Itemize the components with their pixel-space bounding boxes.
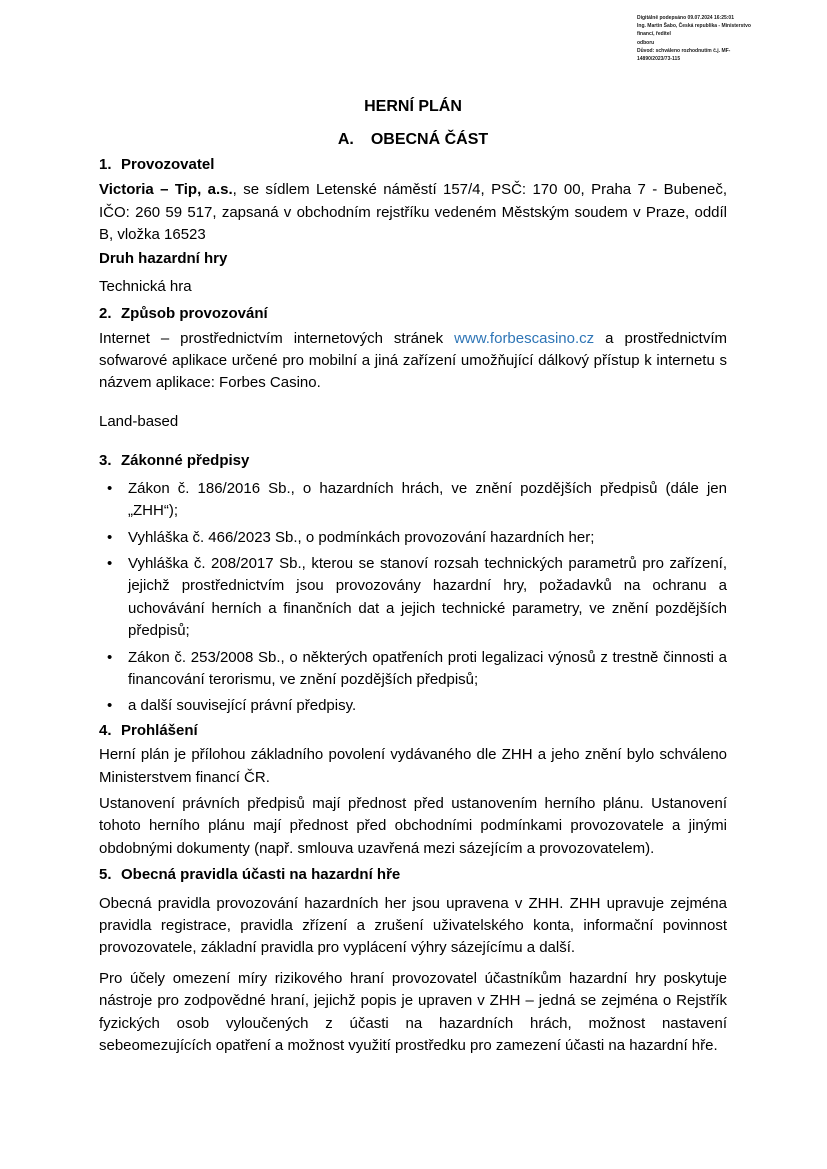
- document-body: [99, 0, 727, 1057]
- signature-line-date: Digitálně podepsáno 09.07.2024 16:25:01: [637, 15, 734, 21]
- paragraph-general-rules-1: Obecná pravidla provozování hazardních her jsou upravena v ZHH. ZHH upravuje zejména pravidla registrace, pravidla zřízení a zrušení uživatelského konta, informační povinnost provozovatele, základní pravidla pro vyplácení výhry sázejícímu a další.: [99, 894, 727, 957]
- paragraph-declaration-1: Herní plán je přílohou základního povolení vydávaného dle ZHH a jeho znění bylo schváleno Ministerstvem financí ČR.: [99, 746, 727, 786]
- section-number: 5.: [99, 866, 112, 884]
- company-details: , se sídlem Letenské náměstí 157/4, PSČ: 170 00, Praha 7 - Bubeneč, IČO: 260 59 517, zapsaná v obchodním rejstříku vedeném Městským soudem v Praze, oddíl B, vložka 16523: [99, 181, 727, 244]
- list-item: • Zákon č. 186/2016 Sb., o hazardních hrách, ve znění pozdějších předpisů (dále jen „ZHH“);: [128, 478, 727, 523]
- paragraph-declaration-2: Ustanovení právních předpisů mají přednost před ustanovením herního plánu. Ustanovení tohoto herního plánu mají přednost před obchodními podmínkami provozovatele a jinými obdobnými dokumenty (např. smlouva uzavřená mezi sázejícím a provozovatelem).: [99, 794, 727, 857]
- part-letter: A.: [337, 131, 354, 149]
- paragraph-landbased: Land-based: [99, 412, 179, 430]
- paragraph-text-before-link: Internet – prostřednictvím internetových stránek: [99, 329, 455, 347]
- section-heading-label: Způsob provozování: [121, 305, 268, 323]
- website-link[interactable]: www.forbescasino.cz: [454, 329, 595, 347]
- signature-line-reason: Důvod: schváleno rozhodnutím č.j. MF-14890/2023/73-115: [637, 47, 731, 63]
- section-heading-obecna-pravidla: [99, 864, 727, 886]
- section-heading-provozovatel: [99, 154, 727, 176]
- section-heading-zakonne-predpisy: [99, 450, 727, 472]
- paragraph-game-type-value: Technická hra: [99, 277, 192, 295]
- section-heading-prohlaseni: [99, 720, 727, 742]
- paragraph-operator: [99, 179, 727, 246]
- section-heading-zpusob-provozovani: [99, 303, 727, 325]
- section-heading-label: Provozovatel: [121, 155, 215, 173]
- section-number: 3.: [99, 452, 112, 470]
- company-name: Victoria – Tip, a.s.: [99, 181, 233, 199]
- part-title: OBECNÁ ČÁST: [370, 131, 489, 149]
- paragraph-text-after-link: a prostřednictvím sofwarové aplikace určené pro mobilní a jiná zařízení umožňující dálkový přístup k internetu s názvem aplikace: Forbes Casino.: [99, 329, 728, 392]
- bullet-list-legal-regulations: [99, 478, 727, 718]
- list-item: • a další související právní předpisy.: [128, 695, 727, 717]
- section-number: 1.: [99, 155, 112, 173]
- list-item: • Vyhláška č. 466/2023 Sb., o podmínkách provozování hazardních her;: [128, 527, 727, 549]
- signature-line-signer: Ing. Martin Šabo, Česká republika - Ministerstvo financí, ředitel: [637, 23, 751, 38]
- signature-line-department: odboru: [637, 39, 655, 46]
- section-number: 2.: [99, 305, 112, 323]
- section-heading-label: Obecná pravidla účasti na hazardní hře: [121, 866, 401, 884]
- list-item: • Zákon č. 253/2008 Sb., o některých opatřeních proti legalizaci výnosů z trestně činnosti a financování terorismu, ve znění pozdějších předpisů;: [128, 647, 727, 692]
- paragraph-general-rules-2: Pro účely omezení míry rizikového hraní provozovatel účastníkům hazardní hry poskytuje nástroje pro zodpovědné hraní, jejichž popis je upraven v ZHH – jedná se zejména o Rejstřík fyzických osob vyloučených z účasti na hazardních hrách, možnost nastavení sebeomezujících opatření a možnost využití prostředku pro zamezení účasti na hazardní hře.: [99, 969, 727, 1055]
- section-heading-label: Zákonné předpisy: [121, 452, 250, 470]
- section-heading-label: Prohlášení: [121, 721, 198, 739]
- part-heading: [99, 129, 727, 151]
- section-number: 4.: [99, 721, 112, 739]
- paragraph-internet-operation: [99, 328, 727, 395]
- subheading-game-type: Druh hazardní hry: [99, 250, 228, 268]
- document-title: HERNÍ PLÁN: [364, 98, 462, 115]
- list-item: • Vyhláška č. 208/2017 Sb., kterou se stanoví rozsah technických parametrů pro zařízení, jejichž prostřednictvím jsou provozovány hazardní hry, požadavků na ochranu a uchovávání herních a finančních dat a jejich technické parametry, ve znění pozdějších předpisů;: [128, 553, 727, 643]
